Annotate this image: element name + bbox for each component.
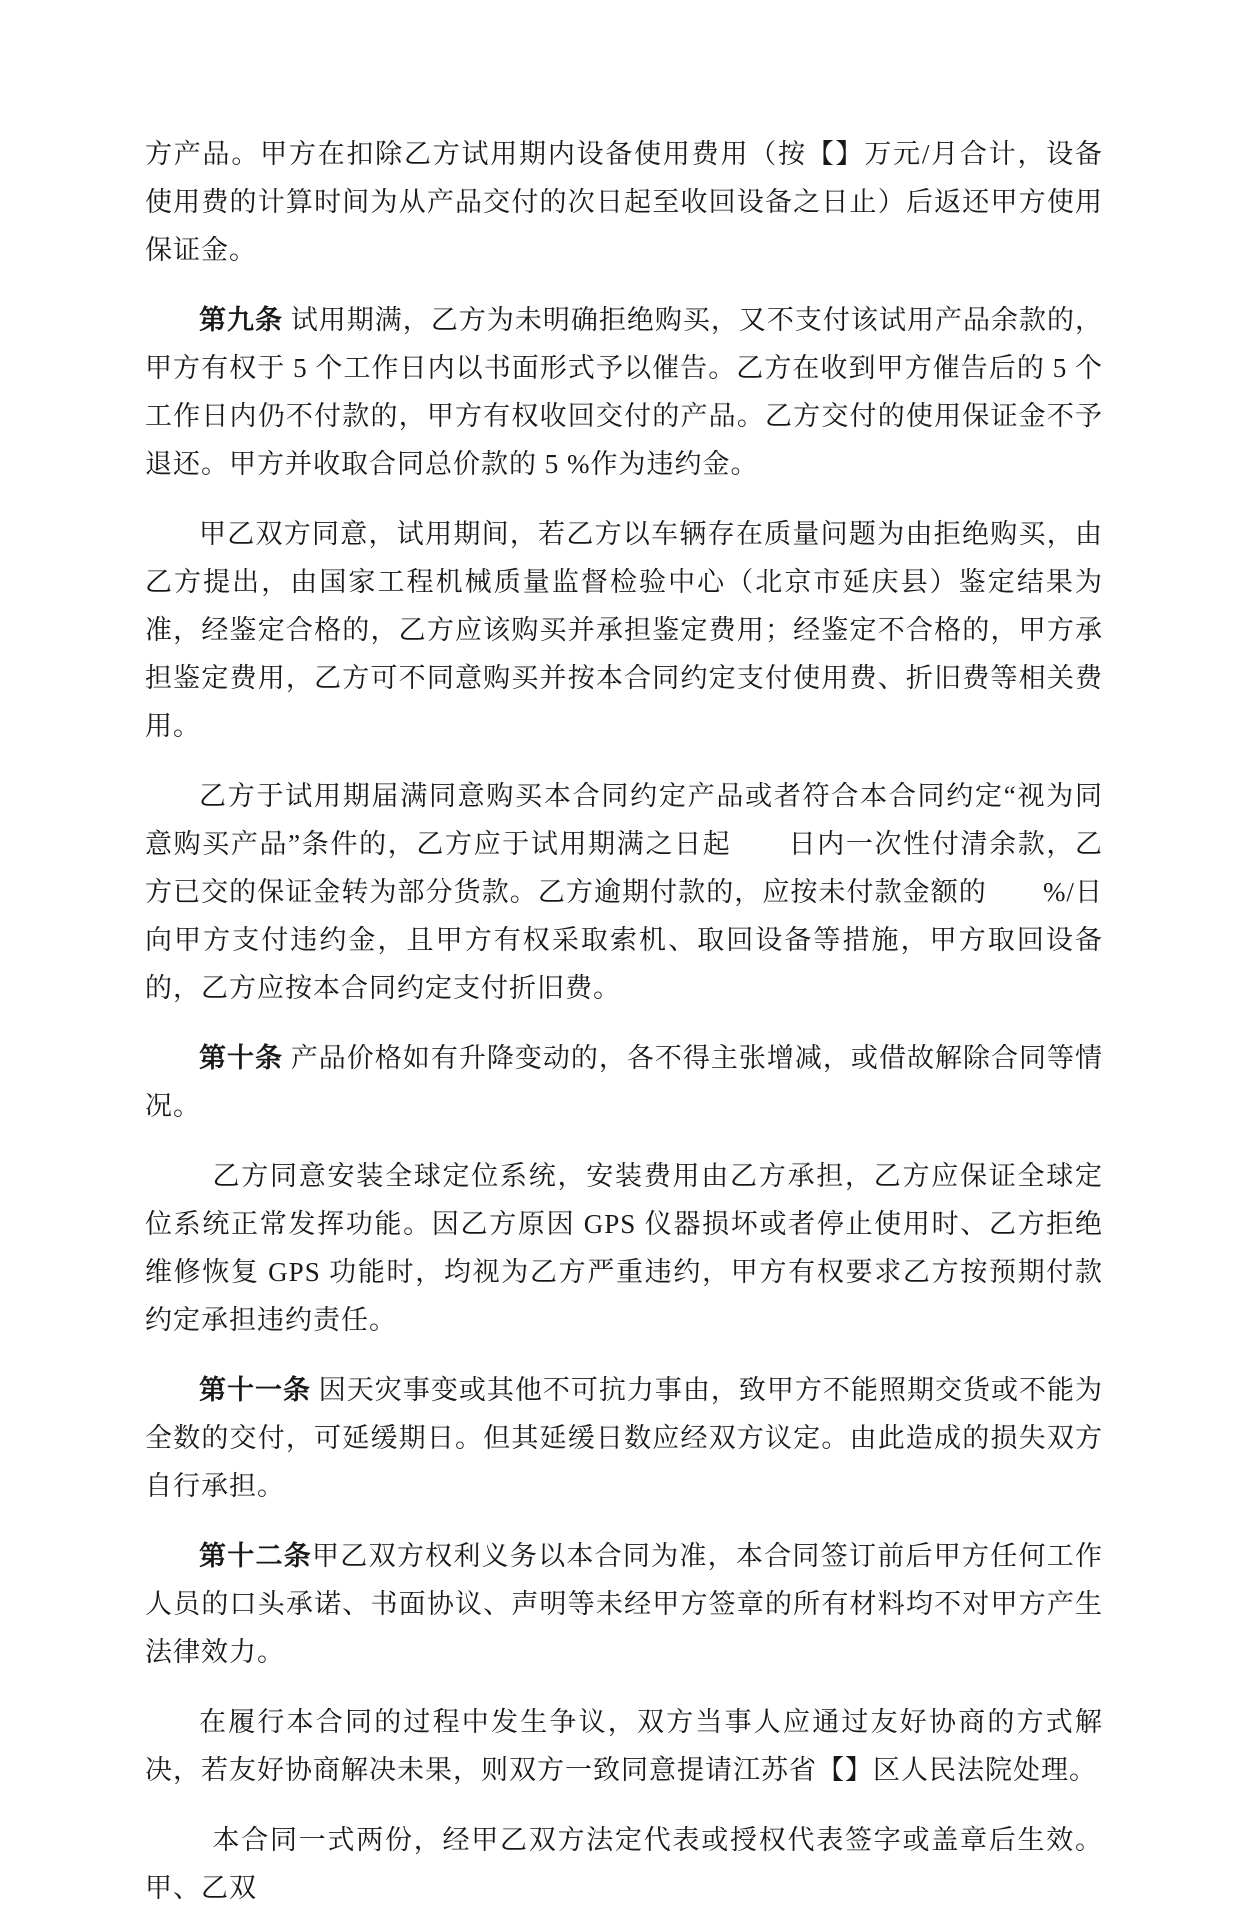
- paragraph-continuation: [145, 130, 1103, 274]
- paragraph-text: 因天灾事变或其他不可抗力事由，致甲方不能照期交货或不能为全数的交付，可延缓期日。但其延缓日数应经双方议定。由此造成的损失双方自行承担。: [145, 1375, 1104, 1501]
- article-10-label: 第十条: [199, 1043, 291, 1073]
- article-11-label: 第十一条: [199, 1375, 319, 1405]
- paragraph-effectiveness: [145, 1816, 1103, 1912]
- paragraph-gps: [145, 1152, 1103, 1344]
- paragraph-text: 试用期满，乙方为未明确拒绝购买，又不支付该试用产品余款的，甲方有权于 5 个工作日内以书面形式予以催告。乙方在收到甲方催告后的 5 个工作日内仍不付款的，甲方有权收回交付的产品。乙方交付的使用保证金不予退还。甲方并收取合同总价款的 5 %作为违约金。: [145, 305, 1103, 479]
- paragraph-text: 乙方同意安装全球定位系统，安装费用由乙方承担，乙方应保证全球定位系统正常发挥功能。因乙方原因 GPS 仪器损坏或者停止使用时、乙方拒绝维修恢复 GPS 功能时，均视为乙方严重违约，甲方有权要求乙方按预期付款约定承担违约责任。: [145, 1161, 1103, 1335]
- article-12-label: 第十二条: [199, 1541, 313, 1571]
- paragraph-text: 产品价格如有升降变动的，各不得主张增减，或借故解除合同等情况。: [145, 1043, 1103, 1121]
- paragraph-article-11: [145, 1366, 1103, 1510]
- paragraph-text: 方产品。甲方在扣除乙方试用期内设备使用费用（按【】万元/月合计，设备使用费的计算时间为从产品交付的次日起至收回设备之日止）后返还甲方使用保证金。: [145, 139, 1103, 265]
- paragraph-quality-dispute: [145, 510, 1103, 750]
- paragraph-article-12: [145, 1532, 1103, 1676]
- paragraph-article-9: [145, 296, 1103, 488]
- paragraph-dispute-resolution: [145, 1698, 1103, 1794]
- paragraph-text: 本合同一式两份，经甲乙双方法定代表或授权代表签字或盖章后生效。甲、乙双: [145, 1825, 1103, 1903]
- paragraph-text: 乙方于试用期届满同意购买本合同约定产品或者符合本合同约定“视为同意购买产品”条件的，乙方应于试用期满之日起 日内一次性付清余款，乙方已交的保证金转为部分货款。乙方逾期付款的，应按未付款金额的 %/日向甲方支付违约金，且甲方有权采取索机、取回设备等措施，甲方取回设备的，乙方应按本合同约定支付折旧费。: [145, 781, 1103, 1003]
- paragraph-text: 甲乙双方权利义务以本合同为准，本合同签订前后甲方任何工作人员的口头承诺、书面协议、声明等未经甲方签章的所有材料均不对甲方产生法律效力。: [145, 1541, 1104, 1667]
- paragraph-text: 甲乙双方同意，试用期间，若乙方以车辆存在质量问题为由拒绝购买，由乙方提出，由国家工程机械质量监督检验中心（北京市延庆县）鉴定结果为准，经鉴定合格的，乙方应该购买并承担鉴定费用；经鉴定不合格的，甲方承担鉴定费用，乙方可不同意购买并按本合同约定支付使用费、折旧费等相关费用。: [145, 519, 1103, 741]
- paragraph-purchase-payment: [145, 772, 1103, 1012]
- paragraph-article-10: [145, 1034, 1103, 1130]
- paragraph-text: 在履行本合同的过程中发生争议，双方当事人应通过友好协商的方式解决，若友好协商解决未果，则双方一致同意提请江苏省【】区人民法院处理。: [145, 1707, 1103, 1785]
- article-9-label: 第九条: [199, 305, 291, 335]
